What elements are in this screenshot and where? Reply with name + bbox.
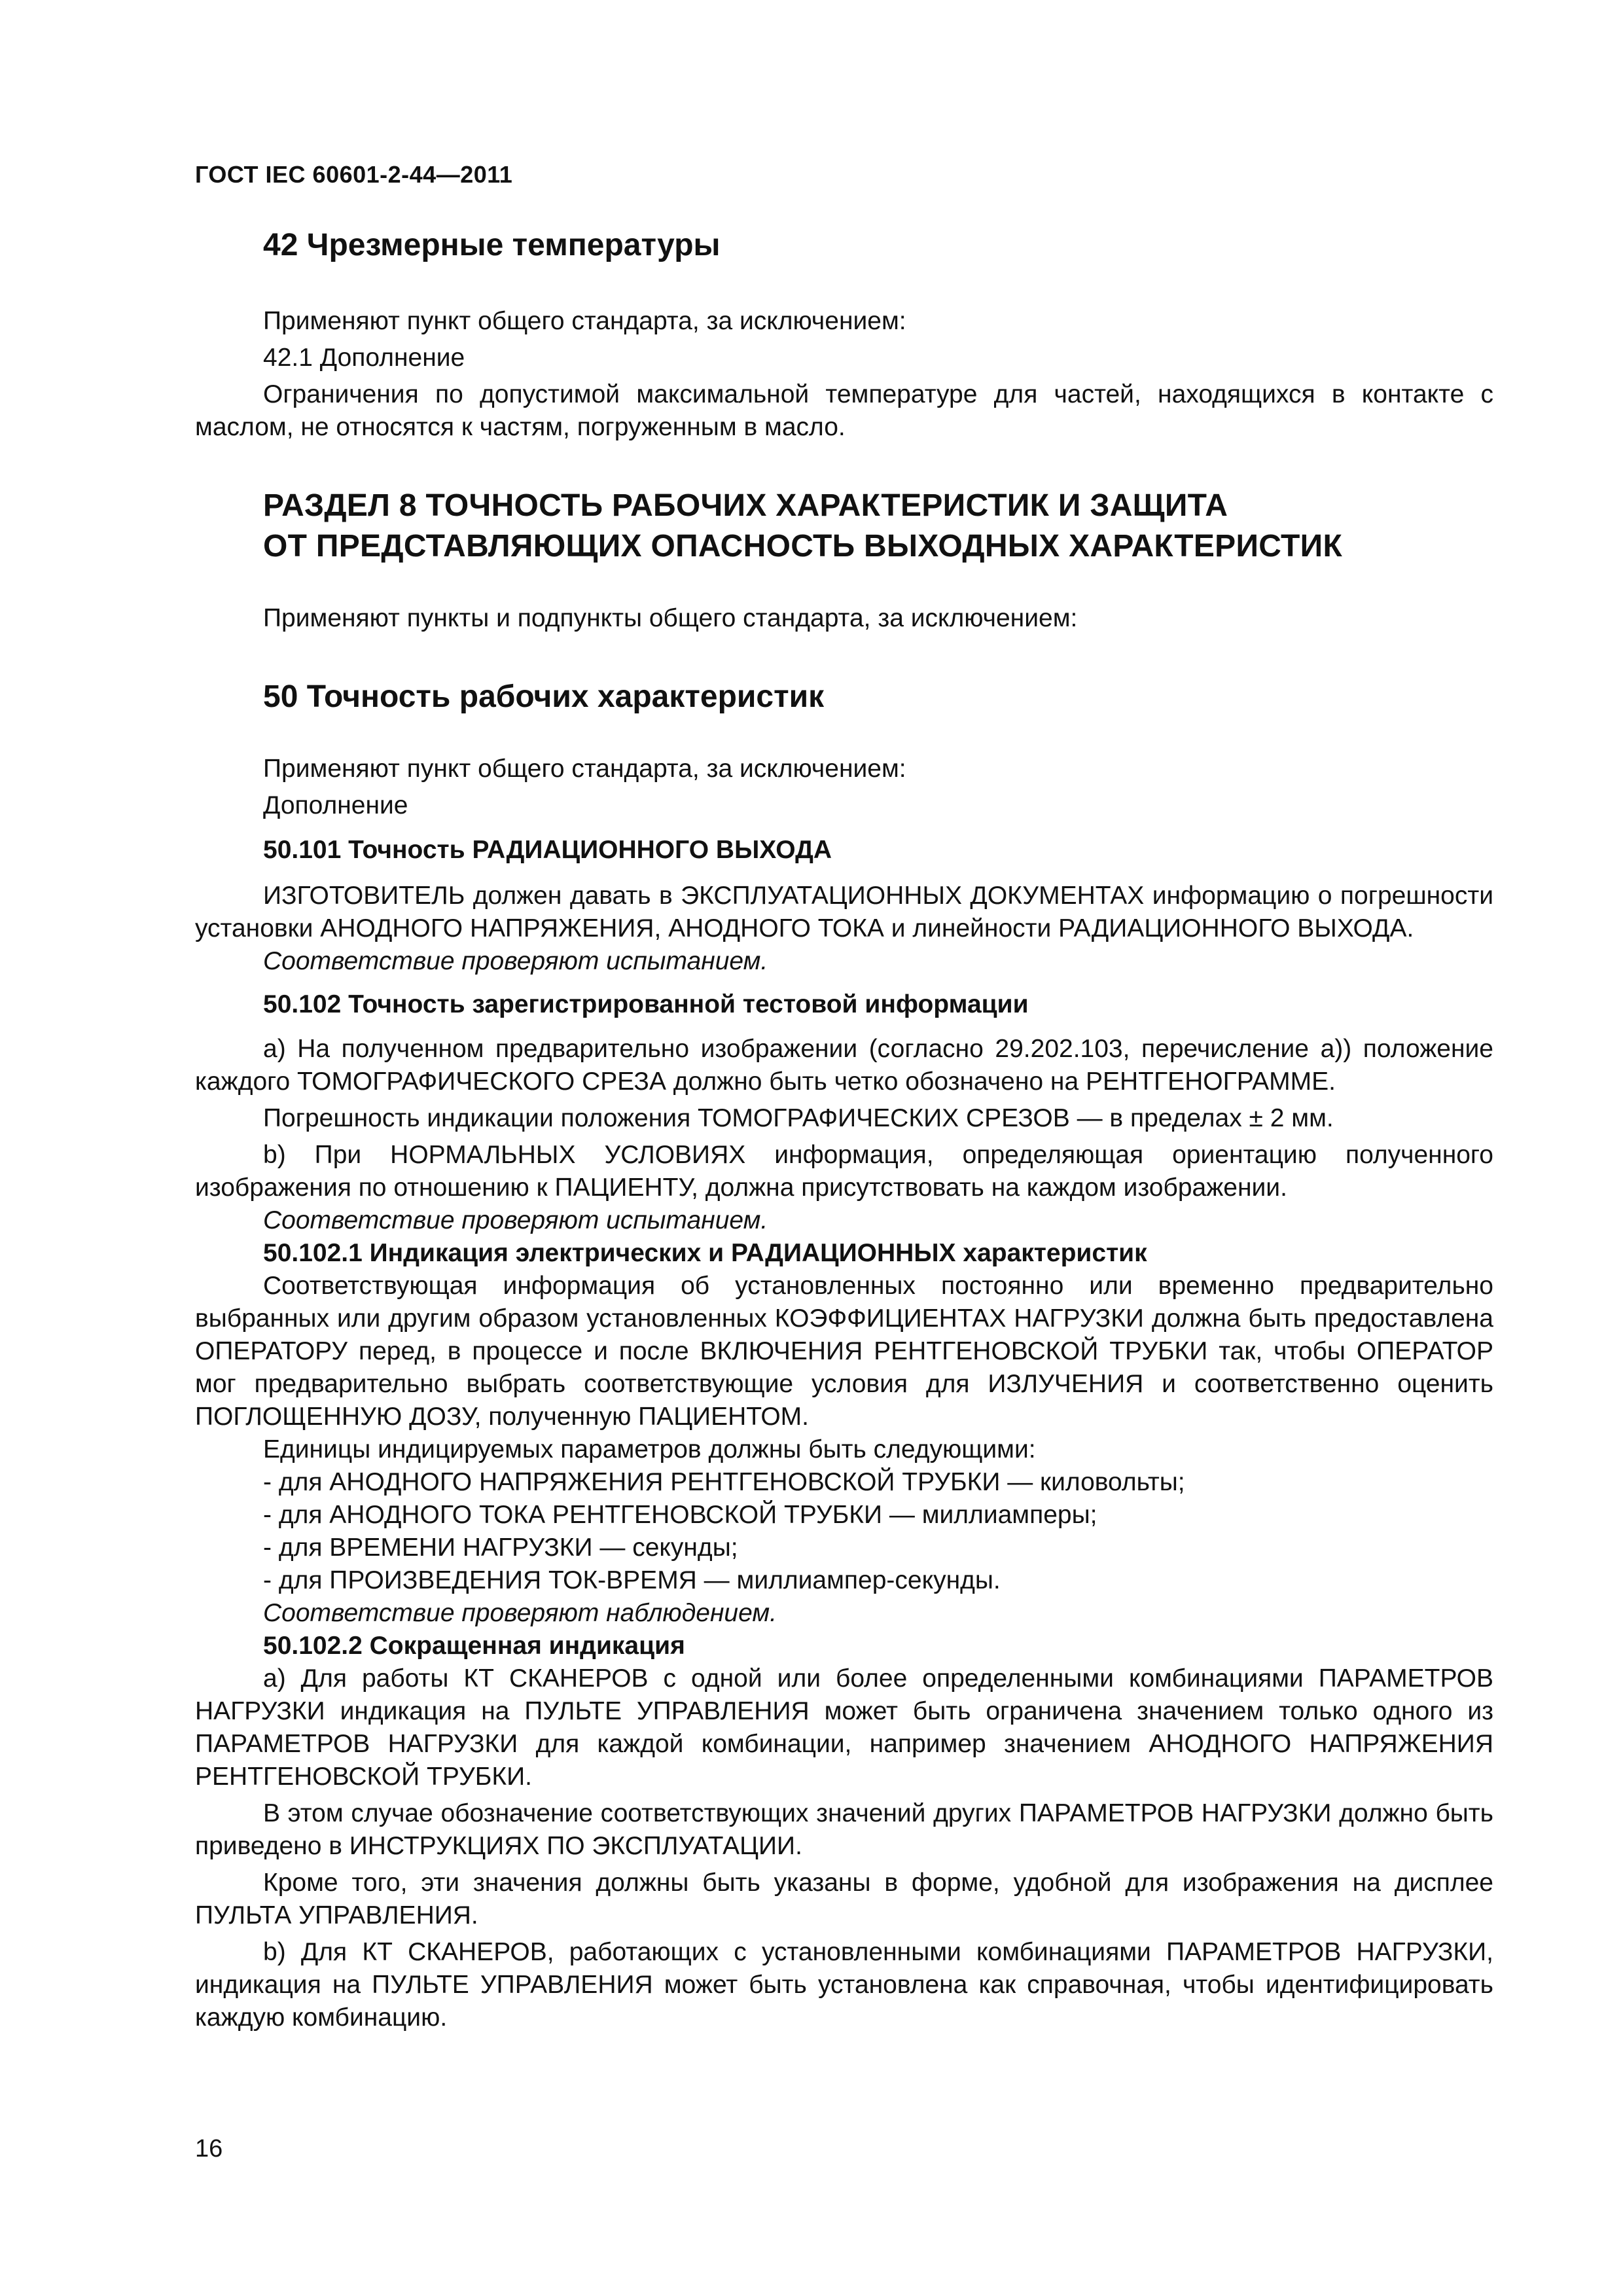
- s42-paragraph-1: Применяют пункт общего стандарта, за исключением:: [263, 307, 906, 335]
- units-list-item: - для ВРЕМЕНИ НАГРУЗКИ — секунды;: [263, 1534, 738, 1562]
- s50-paragraph-2: Дополнение: [263, 791, 408, 819]
- section-50-102-1-title: 50.102.1 Индикация электрических и РАДИАЦИОННЫХ характеристик: [263, 1239, 1147, 1267]
- units-list-item: - для АНОДНОГО ТОКА РЕНТГЕНОВСКОЙ ТРУБКИ — миллиамперы;: [263, 1501, 1097, 1529]
- s50-paragraph-1: Применяют пункт общего стандарта, за исключением:: [263, 755, 906, 783]
- s501022-paragraph-2: В этом случае обозначение соответствующих значений других ПАРАМЕТРОВ НАГРУЗКИ должно быть приведено в ИНСТРУКЦИЯХ ПО ЭКСПЛУАТАЦИИ.: [195, 1799, 1493, 1860]
- units-list-item: - для АНОДНОГО НАПРЯЖЕНИЯ РЕНТГЕНОВСКОЙ ТРУБКИ — киловольты;: [263, 1468, 1185, 1496]
- section-50-102-title: 50.102 Точность зарегистрированной тестовой информации: [263, 990, 1029, 1018]
- section-8-title-line-1: РАЗДЕЛ 8 ТОЧНОСТЬ РАБОЧИХ ХАРАКТЕРИСТИК И ЗАЩИТА: [263, 488, 1228, 523]
- s501022-item-b: b) Для КТ СКАНЕРОВ, работающих с установленными комбинациями ПАРАМЕТРОВ НАГРУЗКИ, индикация на ПУЛЬТЕ УПРАВЛЕНИЯ может быть установлена как справочная, чтобы идентифицировать каждую комбинацию.: [195, 1938, 1493, 2032]
- section-42-title: 42 Чрезмерные температуры: [263, 228, 721, 262]
- s501022-item-a: а) Для работы КТ СКАНЕРОВ с одной или более определенными комбинациями ПАРАМЕТРОВ НАГРУЗКИ индикация на ПУЛЬТЕ УПРАВЛЕНИЯ может быть ограничена значением только одного из ПАРАМЕТРОВ НАГРУЗКИ для каждой комбинации, например значением АНОДНОГО НАПРЯЖЕНИЯ РЕНТГЕНОВСКОЙ ТРУБКИ.: [195, 1664, 1493, 1791]
- s42-paragraph-3: Ограничения по допустимой максимальной температуре для частей, находящихся в контакте с маслом, не относятся к частям, погруженным в масло.: [195, 380, 1493, 441]
- s50101-paragraph: ИЗГОТОВИТЕЛЬ должен давать в ЭКСПЛУАТАЦИОННЫХ ДОКУМЕНТАХ информацию о погрешности установки АНОДНОГО НАПРЯЖЕНИЯ, АНОДНОГО ТОКА и линейности РАДИАЦИОННОГО ВЫХОДА.: [195, 882, 1493, 942]
- s50102-error-limit: Погрешность индикации положения ТОМОГРАФИЧЕСКИХ СРЕЗОВ — в пределах ± 2 мм.: [263, 1104, 1334, 1132]
- s50102-item-a: а) На полученном предварительно изображении (согласно 29.202.103, перечисление а)) положение каждого ТОМОГРАФИЧЕСКОГО СРЕЗА должно быть четко обозначено на РЕНТГЕНОГРАММЕ.: [195, 1035, 1493, 1096]
- s501022-paragraph-3: Кроме того, эти значения должны быть указаны в форме, удобной для изображения на дисплее ПУЛЬТА УПРАВЛЕНИЯ.: [195, 1869, 1493, 1929]
- document-header: ГОСТ IEC 60601-2-44—2011: [195, 161, 513, 188]
- s501021-check: Соответствие проверяют наблюдением.: [263, 1599, 777, 1627]
- s42-paragraph-2: 42.1 Дополнение: [263, 344, 465, 372]
- section-8-paragraph: Применяют пункты и подпункты общего стандарта, за исключением:: [263, 604, 1078, 632]
- s501021-paragraph-1: Соответствующая информация об установленных постоянно или временно предварительно выбранных или другим образом установленных КОЭФФИЦИЕНТАХ НАГРУЗКИ должна быть предоставлена ОПЕРАТОРУ перед, в процессе и после ВКЛЮЧЕНИЯ РЕНТГЕНОВСКОЙ ТРУБКИ так, чтобы ОПЕРАТОР мог предварительно выбрать соответствующие условия для ИЗЛУЧЕНИЯ и соответственно оценить ПОГЛОЩЕННУЮ ДОЗУ, полученную ПАЦИЕНТОМ.: [195, 1272, 1493, 1431]
- s501021-paragraph-2: Единицы индицируемых параметров должны быть следующими:: [263, 1435, 1036, 1463]
- section-50-title: 50 Точность рабочих характеристик: [263, 679, 825, 714]
- section-50-101-title: 50.101 Точность РАДИАЦИОННОГО ВЫХОДА: [263, 836, 832, 864]
- section-50-102-2-title: 50.102.2 Сокращенная индикация: [263, 1632, 685, 1660]
- page-number: 16: [195, 2135, 223, 2162]
- page-content: [195, 226, 1493, 2034]
- section-8-title-line-2: ОТ ПРЕДСТАВЛЯЮЩИХ ОПАСНОСТЬ ВЫХОДНЫХ ХАРАКТЕРИСТИК: [263, 529, 1343, 564]
- s50102-item-b: b) При НОРМАЛЬНЫХ УСЛОВИЯХ информация, определяющая ориентацию полученного изображения по отношению к ПАЦИЕНТУ, должна присутствовать на каждом изображении.: [195, 1141, 1493, 1202]
- units-list-item: - для ПРОИЗВЕДЕНИЯ ТОК-ВРЕМЯ — миллиампер-секунды.: [263, 1566, 1001, 1594]
- s50101-check: Соответствие проверяют испытанием.: [263, 947, 768, 975]
- s50102-check: Соответствие проверяют испытанием.: [263, 1206, 768, 1234]
